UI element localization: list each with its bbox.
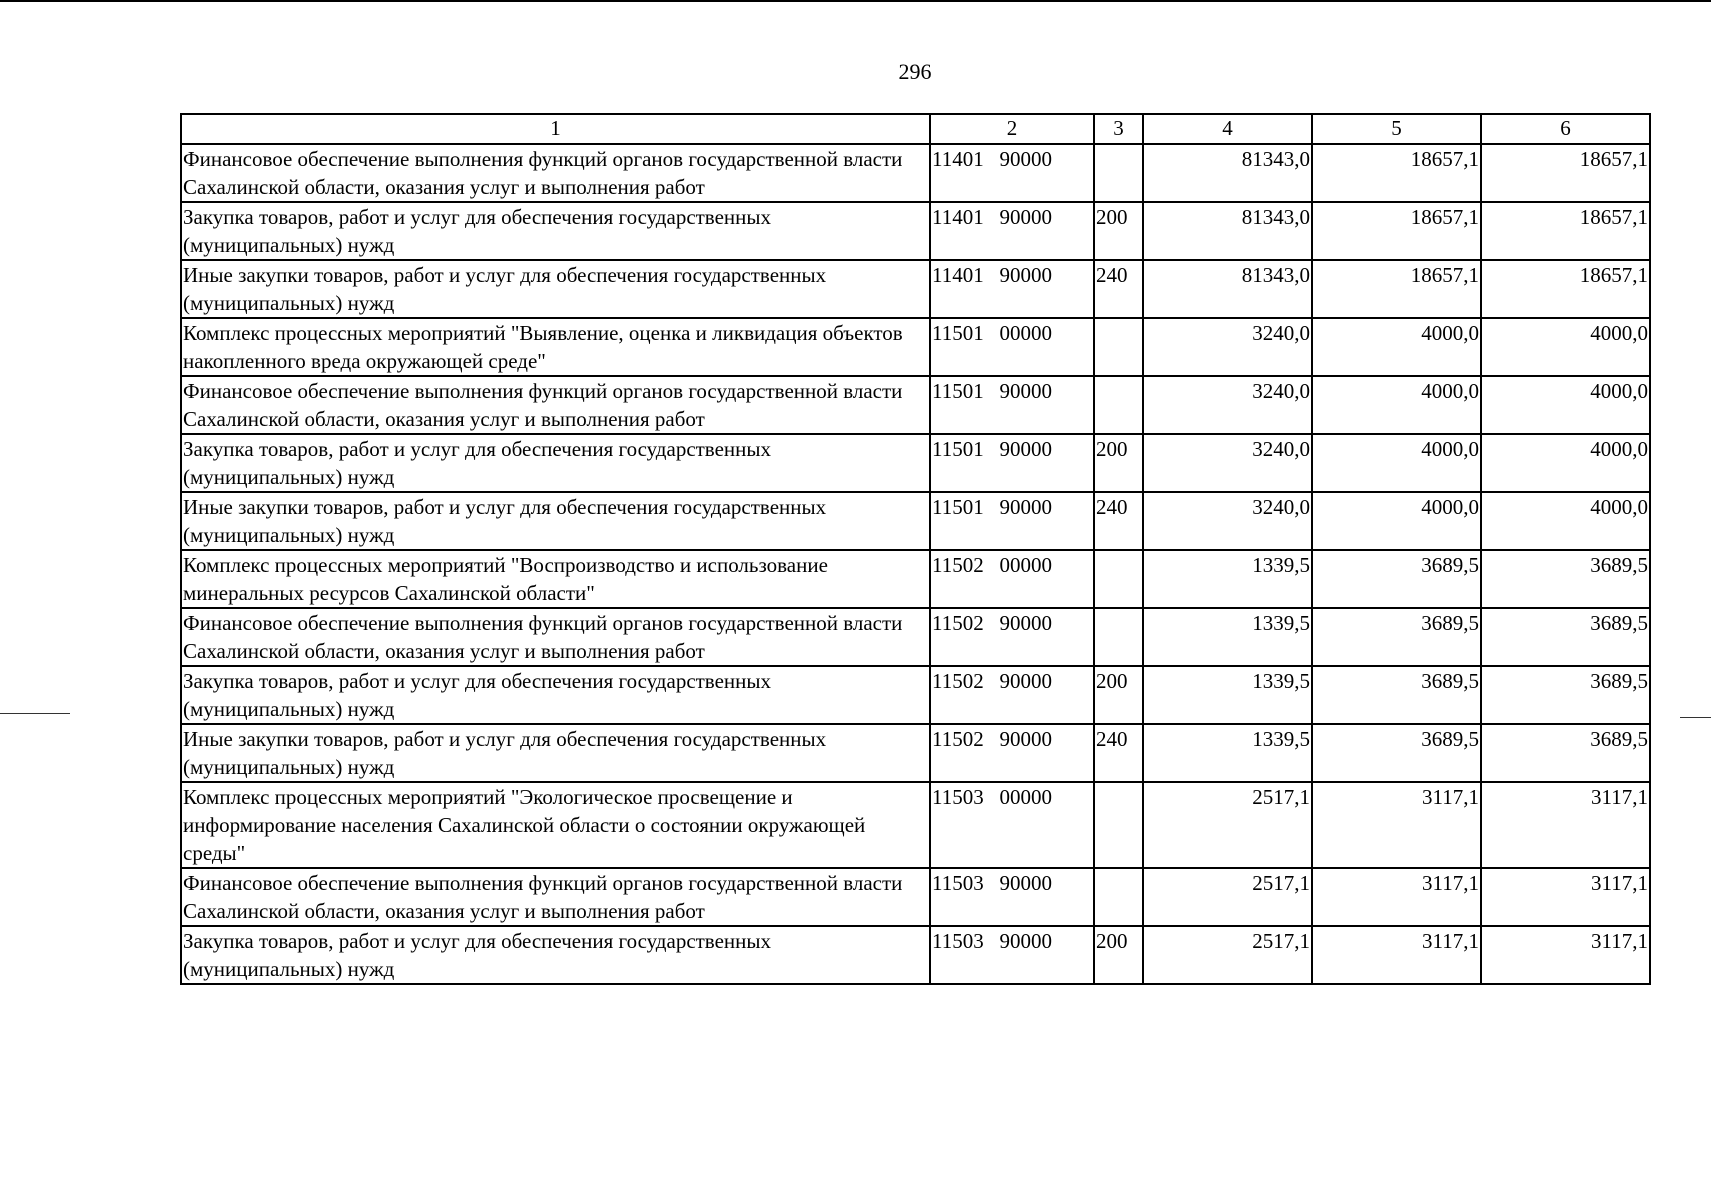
row-name-cell: Финансовое обеспечение выполнения функций органов государственной власти Сахалинской области, оказания услуг и выполнения работ: [181, 868, 930, 926]
row-value-col4: 1339,5: [1143, 724, 1312, 782]
row-kvr-cell: [1094, 144, 1143, 202]
row-value-col6: 3689,5: [1481, 724, 1650, 782]
column-header-4: 4: [1143, 114, 1312, 144]
row-value-col4: 3240,0: [1143, 434, 1312, 492]
row-code-cell: 11502 00000: [930, 550, 1094, 608]
table-row: [181, 550, 1650, 608]
row-value-col4: 81343,0: [1143, 202, 1312, 260]
budget-table: [180, 113, 1651, 985]
row-value-col6: 3117,1: [1481, 926, 1650, 984]
row-value-col5: 4000,0: [1312, 434, 1481, 492]
row-value-col5: 18657,1: [1312, 144, 1481, 202]
header-row: [181, 114, 1650, 144]
row-value-col5: 18657,1: [1312, 202, 1481, 260]
scan-artifact-line: [1680, 717, 1711, 718]
table-row: [181, 926, 1650, 984]
row-value-col6: 18657,1: [1481, 202, 1650, 260]
table-row: [181, 202, 1650, 260]
row-kvr-cell: [1094, 868, 1143, 926]
table-row: [181, 434, 1650, 492]
row-name-cell: Закупка товаров, работ и услуг для обеспечения государственных (муниципальных) нужд: [181, 666, 930, 724]
row-value-col6: 4000,0: [1481, 376, 1650, 434]
row-value-col5: 4000,0: [1312, 376, 1481, 434]
row-code-cell: 11501 90000: [930, 376, 1094, 434]
row-kvr-cell: [1094, 608, 1143, 666]
row-code-cell: 11503 00000: [930, 782, 1094, 868]
row-value-col5: 3117,1: [1312, 926, 1481, 984]
row-name-cell: Иные закупки товаров, работ и услуг для обеспечения государственных (муниципальных) нужд: [181, 724, 930, 782]
row-kvr-cell: 200: [1094, 202, 1143, 260]
row-kvr-cell: 200: [1094, 926, 1143, 984]
row-value-col5: 4000,0: [1312, 318, 1481, 376]
scan-artifact-line: [0, 713, 70, 714]
page-number: 296: [898, 59, 932, 84]
column-header-3: 3: [1094, 114, 1143, 144]
row-value-col5: 18657,1: [1312, 260, 1481, 318]
row-code-cell: 11501 90000: [930, 492, 1094, 550]
row-code-cell: 11502 90000: [930, 608, 1094, 666]
row-value-col5: 3689,5: [1312, 666, 1481, 724]
table-header: [181, 114, 1650, 144]
row-kvr-cell: 240: [1094, 724, 1143, 782]
row-name-cell: Комплекс процессных мероприятий "Выявление, оценка и ликвидация объектов накопленного вреда окружающей среде": [181, 318, 930, 376]
table-row: [181, 492, 1650, 550]
row-kvr-cell: [1094, 376, 1143, 434]
top-border-line: [0, 0, 1711, 2]
row-kvr-cell: 200: [1094, 666, 1143, 724]
row-kvr-cell: 200: [1094, 434, 1143, 492]
row-value-col6: 3117,1: [1481, 868, 1650, 926]
row-name-cell: Финансовое обеспечение выполнения функций органов государственной власти Сахалинской области, оказания услуг и выполнения работ: [181, 376, 930, 434]
row-value-col6: 3689,5: [1481, 550, 1650, 608]
row-name-cell: Финансовое обеспечение выполнения функций органов государственной власти Сахалинской области, оказания услуг и выполнения работ: [181, 144, 930, 202]
table-row: [181, 868, 1650, 926]
row-value-col6: 4000,0: [1481, 318, 1650, 376]
row-name-cell: Комплекс процессных мероприятий "Экологическое просвещение и информирование населения Сахалинской области о состоянии окружающей среды": [181, 782, 930, 868]
row-code-cell: 11502 90000: [930, 724, 1094, 782]
row-value-col4: 1339,5: [1143, 666, 1312, 724]
row-name-cell: Закупка товаров, работ и услуг для обеспечения государственных (муниципальных) нужд: [181, 202, 930, 260]
row-value-col5: 3117,1: [1312, 782, 1481, 868]
row-value-col4: 81343,0: [1143, 260, 1312, 318]
row-value-col4: 1339,5: [1143, 608, 1312, 666]
row-value-col4: 1339,5: [1143, 550, 1312, 608]
row-value-col4: 2517,1: [1143, 926, 1312, 984]
row-code-cell: 11401 90000: [930, 260, 1094, 318]
table-row: [181, 724, 1650, 782]
row-value-col5: 4000,0: [1312, 492, 1481, 550]
column-header-2: 2: [930, 114, 1094, 144]
row-value-col4: 3240,0: [1143, 492, 1312, 550]
row-name-cell: Закупка товаров, работ и услуг для обеспечения государственных (муниципальных) нужд: [181, 926, 930, 984]
row-value-col6: 4000,0: [1481, 492, 1650, 550]
row-code-cell: 11401 90000: [930, 202, 1094, 260]
row-value-col4: 2517,1: [1143, 868, 1312, 926]
row-code-cell: 11501 90000: [930, 434, 1094, 492]
table-row: [181, 376, 1650, 434]
table-row: [181, 608, 1650, 666]
row-value-col5: 3689,5: [1312, 550, 1481, 608]
table-row: [181, 144, 1650, 202]
row-kvr-cell: [1094, 318, 1143, 376]
row-value-col5: 3117,1: [1312, 868, 1481, 926]
row-value-col6: 3689,5: [1481, 666, 1650, 724]
table-body: [181, 144, 1650, 984]
row-value-col6: 4000,0: [1481, 434, 1650, 492]
row-kvr-cell: [1094, 782, 1143, 868]
table-row: [181, 260, 1650, 318]
row-value-col6: 3689,5: [1481, 608, 1650, 666]
row-name-cell: Иные закупки товаров, работ и услуг для обеспечения государственных (муниципальных) нужд: [181, 260, 930, 318]
row-name-cell: Закупка товаров, работ и услуг для обеспечения государственных (муниципальных) нужд: [181, 434, 930, 492]
row-code-cell: 11503 90000: [930, 926, 1094, 984]
row-code-cell: 11401 90000: [930, 144, 1094, 202]
row-name-cell: Финансовое обеспечение выполнения функций органов государственной власти Сахалинской области, оказания услуг и выполнения работ: [181, 608, 930, 666]
row-kvr-cell: [1094, 550, 1143, 608]
row-code-cell: 11502 90000: [930, 666, 1094, 724]
row-value-col4: 2517,1: [1143, 782, 1312, 868]
table-row: [181, 782, 1650, 868]
row-code-cell: 11503 90000: [930, 868, 1094, 926]
row-value-col6: 3117,1: [1481, 782, 1650, 868]
row-value-col5: 3689,5: [1312, 724, 1481, 782]
row-value-col4: 81343,0: [1143, 144, 1312, 202]
row-value-col4: 3240,0: [1143, 376, 1312, 434]
column-header-1: 1: [181, 114, 930, 144]
column-header-5: 5: [1312, 114, 1481, 144]
row-kvr-cell: 240: [1094, 260, 1143, 318]
table-row: [181, 666, 1650, 724]
row-name-cell: Иные закупки товаров, работ и услуг для обеспечения государственных (муниципальных) нужд: [181, 492, 930, 550]
table-row: [181, 318, 1650, 376]
row-value-col6: 18657,1: [1481, 260, 1650, 318]
row-value-col5: 3689,5: [1312, 608, 1481, 666]
row-value-col6: 18657,1: [1481, 144, 1650, 202]
column-header-6: 6: [1481, 114, 1650, 144]
row-name-cell: Комплекс процессных мероприятий "Воспроизводство и использование минеральных ресурсов Сахалинской области": [181, 550, 930, 608]
row-code-cell: 11501 00000: [930, 318, 1094, 376]
row-kvr-cell: 240: [1094, 492, 1143, 550]
row-value-col4: 3240,0: [1143, 318, 1312, 376]
